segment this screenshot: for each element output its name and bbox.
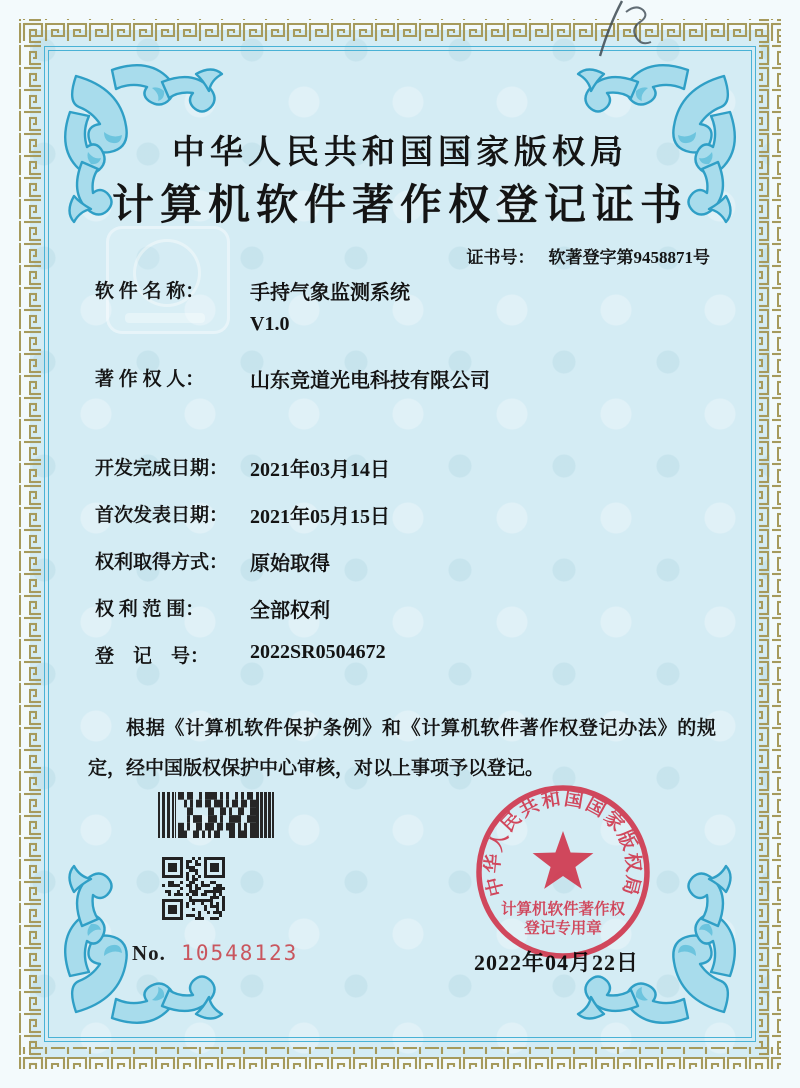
field-software-name: [95, 276, 410, 335]
field-label: 开发完成日期：: [95, 458, 229, 479]
field-first-publish-date: [95, 500, 390, 528]
field-value: 2022SR0504672: [250, 641, 386, 663]
qr-code: [162, 857, 228, 923]
software-name: 手持气象监测系统: [250, 282, 410, 304]
field-rights-acquisition: [95, 547, 330, 575]
certificate-number-line: [467, 243, 711, 268]
field-value: 全部权利: [250, 600, 330, 622]
seal-ring-text: 中华人民共和国国家版权局: [482, 788, 644, 899]
software-version: V1.0: [250, 313, 290, 335]
pen-mark: [560, 0, 680, 62]
seal-line2: 登记专用章: [524, 920, 602, 937]
seal-star-icon: [533, 831, 594, 889]
field-value: 2021年03月14日: [250, 459, 390, 481]
issue-date: 2022年04月22日: [474, 950, 640, 975]
field-registration-number: [95, 641, 386, 668]
field-label: 权 利 范 围：: [95, 599, 205, 620]
field-dev-complete-date: [95, 453, 390, 481]
official-red-seal: [468, 777, 658, 967]
certificate-number-value: 软著登字第9458871号: [548, 248, 710, 267]
field-label: 权利取得方式：: [95, 552, 229, 573]
serial-number-value: 10548123: [181, 941, 299, 965]
barcode-2d: [158, 792, 278, 838]
certificate-title: 计算机软件著作权登记证书: [111, 183, 688, 229]
field-label: 软 件 名 称：: [95, 281, 205, 302]
registration-statement: 根据《计算机软件保护条例》和《计算机软件著作权登记办法》的规定，经中国版权保护中心审核，对以上事项予以登记。: [88, 718, 716, 779]
field-value: 山东竞道光电科技有限公司: [250, 370, 490, 392]
serial-number-line: [132, 941, 298, 966]
field-value: 原始取得: [250, 553, 330, 575]
field-value: [250, 276, 770, 336]
field-label: 著 作 权 人：: [95, 369, 205, 390]
field-value: 2021年05月15日: [250, 506, 390, 528]
serial-number-label: No.: [132, 941, 166, 965]
field-label: 登 记 号：: [95, 646, 210, 667]
issuing-authority-title: 中华人民共和国国家版权局: [172, 135, 628, 171]
seal-line1: 计算机软件著作权: [500, 901, 626, 918]
field-label: 首次发表日期：: [95, 505, 229, 526]
field-rights-scope: [95, 594, 330, 622]
field-copyright-owner: [95, 364, 490, 392]
certificate-number-label: 证书号：: [466, 248, 535, 267]
